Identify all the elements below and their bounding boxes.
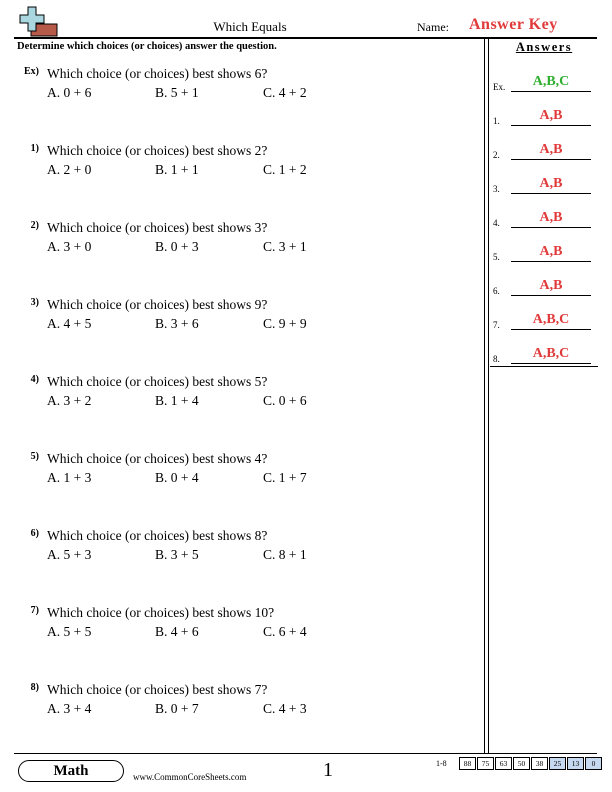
question-number: 3) [30,297,39,308]
question-number: 5) [30,451,39,462]
answer-value: A,B [539,278,563,293]
option-a: A. 3 + 4 [47,701,92,716]
answer-number: 2. [493,150,500,160]
option-a: A. 0 + 6 [47,85,92,100]
answer-number: 4. [493,218,500,228]
question-text: Which choice (or choices) best shows 5? [47,374,268,389]
option-c: C. 8 + 1 [263,547,307,562]
option-c: C. 4 + 3 [263,701,307,716]
answer-row-4 [493,208,597,228]
name-label: Name: [417,20,449,34]
answer-value: A,B [539,108,563,123]
answer-row-8 [493,344,597,364]
option-b: B. 5 + 1 [155,85,199,100]
answer-line [511,91,591,92]
question-1 [0,143,480,191]
question-text: Which choice (or choices) best shows 8? [47,528,268,543]
answer-line [511,159,591,160]
answer-number: 6. [493,286,500,296]
option-a: A. 5 + 3 [47,547,92,562]
question-6 [0,528,480,576]
column-divider-left [484,37,485,753]
answers-heading: Answers [515,40,573,54]
question-4 [0,374,480,422]
question-text: Which choice (or choices) best shows 9? [47,297,268,312]
score-cell: 25 [549,757,566,770]
score-cell: 50 [513,757,530,770]
option-a: A. 4 + 5 [47,316,92,331]
answer-line [511,193,591,194]
option-b: B. 3 + 5 [155,547,199,562]
question-5 [0,451,480,499]
question-ex [0,66,480,114]
answer-line [511,125,591,126]
question-text: Which choice (or choices) best shows 10? [47,605,275,620]
option-b: B. 3 + 6 [155,316,199,331]
question-number: 6) [30,528,39,539]
option-c: C. 0 + 6 [263,393,307,408]
subject-badge: Math [18,760,124,782]
option-a: A. 2 + 0 [47,162,92,177]
answer-value: A,B [539,244,563,259]
answer-line [511,363,591,364]
answer-row-2 [493,140,597,160]
question-text: Which choice (or choices) best shows 4? [47,451,268,466]
answer-row-3 [493,174,597,194]
answer-number: 3. [493,184,500,194]
question-3 [0,297,480,345]
score-cell: 0 [585,757,602,770]
plus-logo-icon [17,6,59,38]
option-c: C. 3 + 1 [263,239,307,254]
score-cell: 13 [567,757,584,770]
footer-rule [14,753,597,754]
answer-row-1 [493,106,597,126]
answer-number: 8. [493,354,500,364]
answer-value: A,B [539,210,563,225]
answer-value: A,B,C [532,346,570,361]
answer-row-ex [493,72,597,92]
page-title: Which Equals [213,19,287,34]
option-a: A. 3 + 0 [47,239,92,254]
answer-key-label: Answer Key [469,16,558,33]
option-a: A. 5 + 5 [47,624,92,639]
option-b: B. 1 + 4 [155,393,199,408]
question-text: Which choice (or choices) best shows 6? [47,66,268,81]
column-divider-right [488,37,489,753]
question-number: 7) [30,605,39,616]
page-number: 1 [323,759,333,781]
option-b: B. 0 + 7 [155,701,199,716]
option-b: B. 4 + 6 [155,624,199,639]
option-c: C. 4 + 2 [263,85,307,100]
site-url: www.CommonCoreSheets.com [133,772,247,782]
score-cell: 63 [495,757,512,770]
question-number: 1) [30,143,39,154]
question-number: 4) [30,374,39,385]
header-rule [14,37,597,39]
answer-line [511,261,591,262]
question-text: Which choice (or choices) best shows 3? [47,220,268,235]
answer-value: A,B [539,176,563,191]
question-text: Which choice (or choices) best shows 7? [47,682,268,697]
answer-number: 7. [493,320,500,330]
option-a: A. 3 + 2 [47,393,92,408]
score-range-label: 1-8 [436,759,447,768]
answer-line [511,295,591,296]
question-number: Ex) [24,66,39,77]
instructions: Determine which choices (or choices) answer the question. [17,41,277,52]
option-c: C. 1 + 7 [263,470,307,485]
answer-row-5 [493,242,597,262]
answer-line [511,329,591,330]
question-number: 8) [30,682,39,693]
score-cell: 75 [477,757,494,770]
question-text: Which choice (or choices) best shows 2? [47,143,268,158]
answer-number: Ex. [493,82,506,92]
question-8 [0,682,480,730]
answer-line [511,227,591,228]
question-number: 2) [30,220,39,231]
score-cell: 38 [531,757,548,770]
option-c: C. 6 + 4 [263,624,307,639]
answers-bottom-rule [490,366,598,367]
question-2 [0,220,480,268]
answer-value: A,B [539,142,563,157]
answer-row-6 [493,276,597,296]
option-a: A. 1 + 3 [47,470,92,485]
option-c: C. 1 + 2 [263,162,307,177]
answer-number: 5. [493,252,500,262]
answer-value: A,B,C [532,74,570,89]
score-cell: 88 [459,757,476,770]
question-7 [0,605,480,653]
option-c: C. 9 + 9 [263,316,307,331]
option-b: B. 0 + 3 [155,239,199,254]
answer-number: 1. [493,116,500,126]
option-b: B. 0 + 4 [155,470,199,485]
score-table [459,757,603,770]
answer-value: A,B,C [532,312,570,327]
option-b: B. 1 + 1 [155,162,199,177]
answer-row-7 [493,310,597,330]
